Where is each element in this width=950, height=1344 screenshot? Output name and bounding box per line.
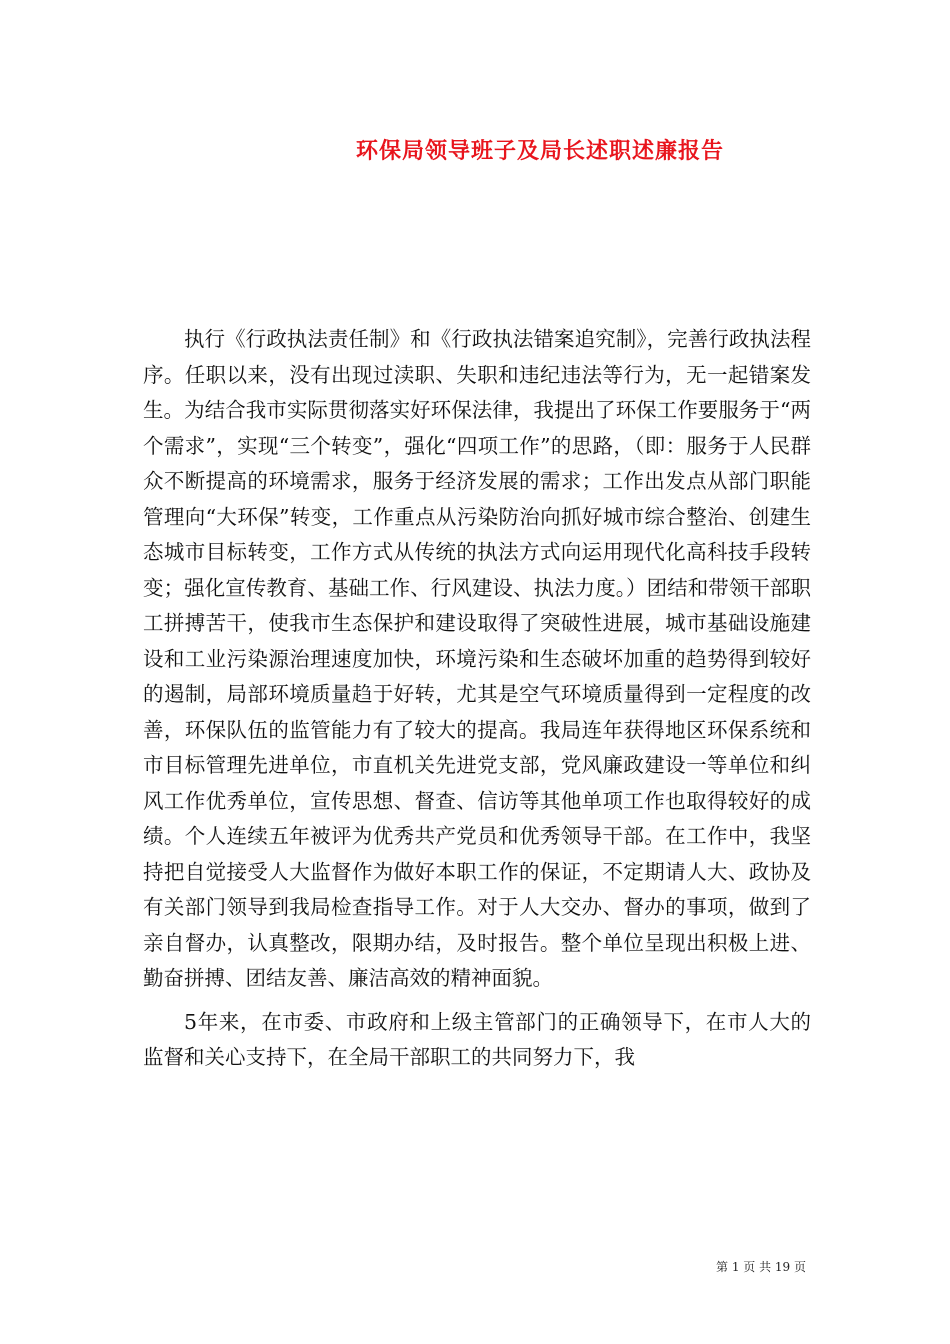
- body-paragraph: 执行《行政执法责任制》和《行政执法错案追究制》，完善行政执法程序。任职以来，没有出现过渎职、失职和违纪违法等行为，无一起错案发生。为结合我市实际贯彻落实好环保法律，我提出了环保工作要服务于“两个需求”，实现“三个转变”，强化“四项工作”的思路，（即：服务于人民群众不断提高的环境需求，服务于经济发展的需求；工作出发点从部门职能管理向“大环保”转变，工作重点从污染防治向抓好城市综合整治、创建生态城市目标转变，工作方式从传统的执法方式向运用现代化高科技手段转变；强化宣传教育、基础工作、行风建设、执法力度。）团结和带领干部职工拼搏苦干，使我市生态保护和建设取得了突破性进展，城市基础设施建设和工业污染源治理速度加快，环境污染和生态破坏加重的趋势得到较好的遏制，局部环境质量趋于好转，尤其是空气环境质量得到一定程度的改善，环保队伍的监管能力有了较大的提高。我局连年获得地区环保系统和市目标管理先进单位，市直机关先进党支部，党风廉政建设一等单位和纠风工作优秀单位，宣传思想、督查、信访等其他单项工作也取得较好的成绩。个人连续五年被评为优秀共产党员和优秀领导干部。在工作中，我坚持把自觉接受人大监督作为做好本职工作的保证，不定期请人大、政协及有关部门领导到我局检查指导工作。对于人大交办、督办的事项，做到了亲自督办，认真整改，限期办结，及时报告。整个单位呈现出积极上进、勤奋拼搏、团结友善、廉洁高效的精神面貌。: [143, 327, 811, 990]
- document-body: [143, 322, 811, 1076]
- document-title: 环保局领导班子及局长述职述廉报告: [355, 138, 724, 164]
- body-paragraph: 5年来，在市委、市政府和上级主管部门的正确领导下，在市人大的监督和关心支持下，在全局干部职工的共同努力下，我: [143, 1009, 811, 1069]
- page-number: 第 1 页 共 19 页: [716, 1260, 806, 1274]
